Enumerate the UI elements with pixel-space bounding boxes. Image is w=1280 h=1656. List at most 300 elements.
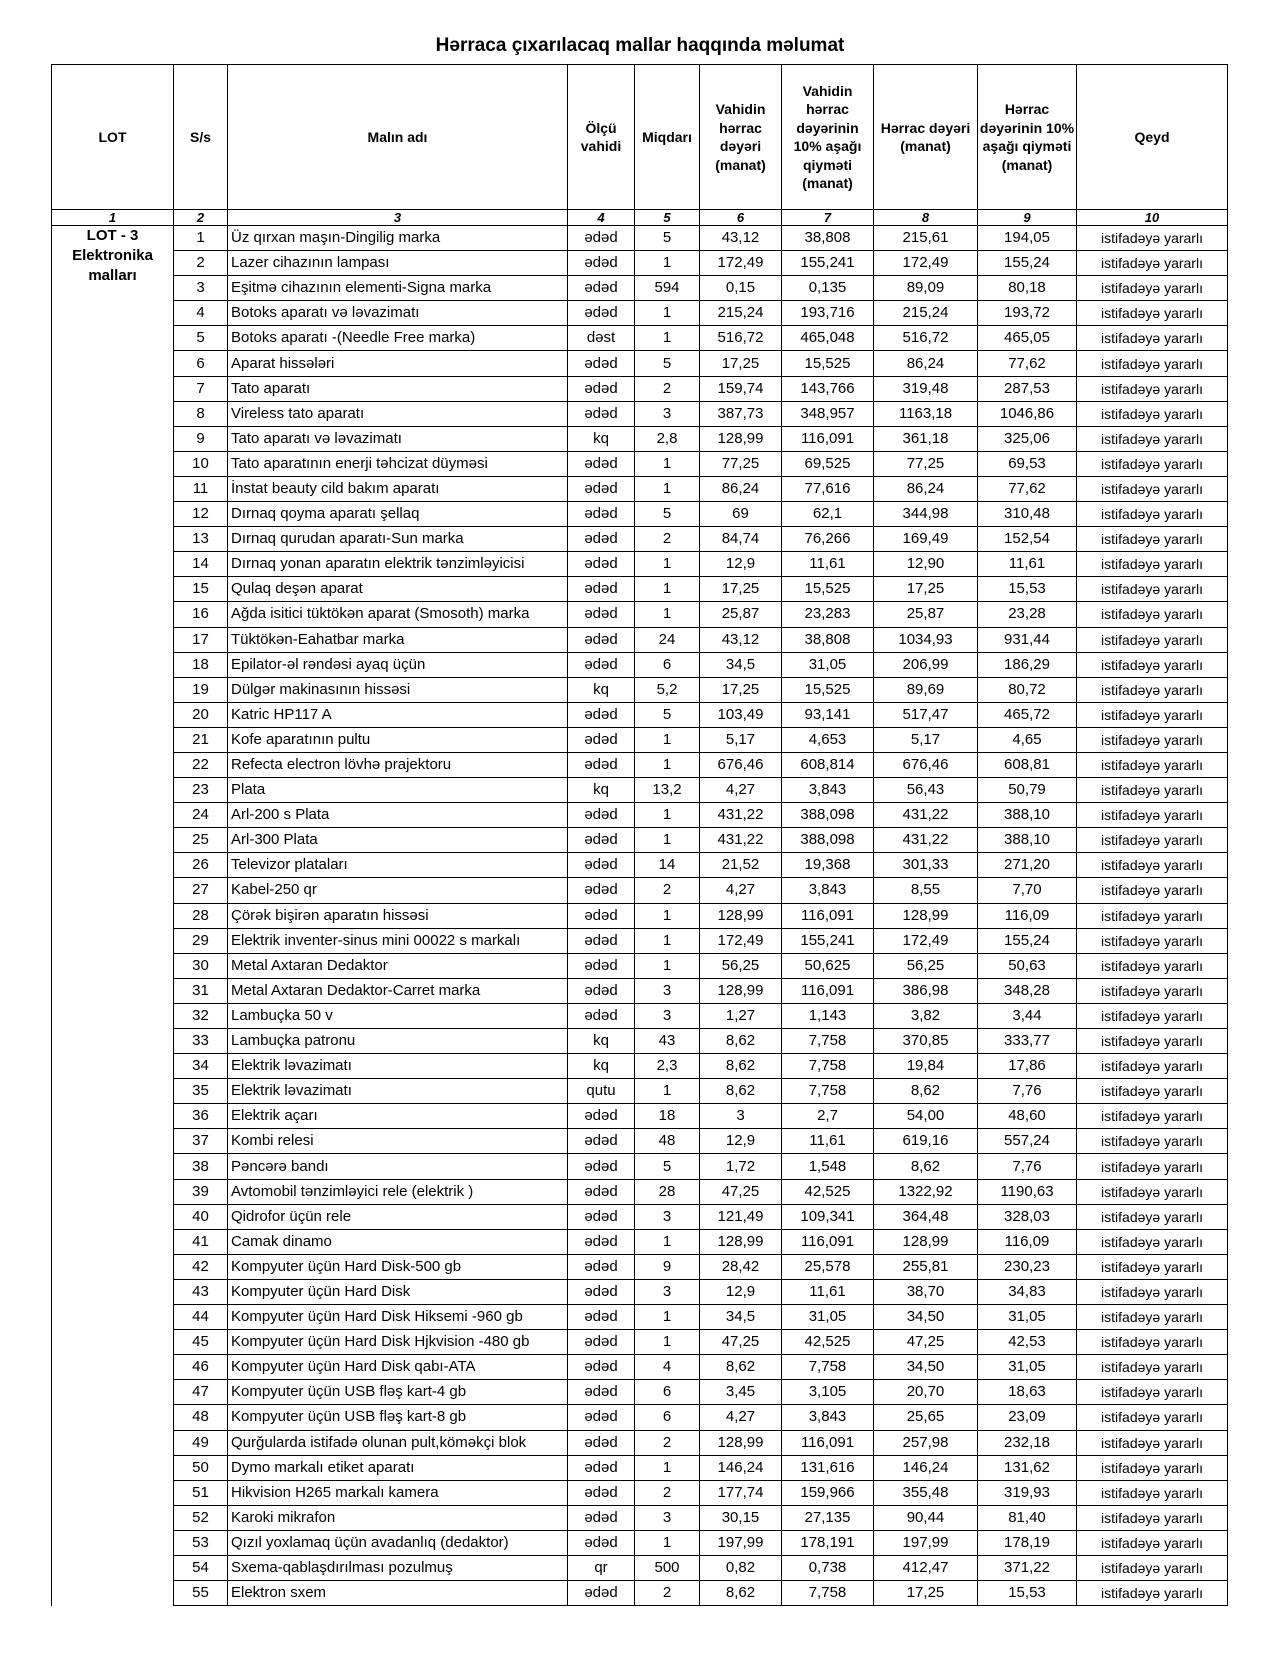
unit-price-cell: 30,15 <box>700 1505 782 1530</box>
note-cell: istifadəyə yararlı <box>1077 1204 1228 1229</box>
quantity-cell: 5 <box>635 502 700 527</box>
table-row <box>52 1480 1228 1505</box>
auction-value-cell: 86,24 <box>874 476 978 501</box>
unit-cell: kq <box>568 1054 635 1079</box>
serial-cell: 43 <box>174 1279 228 1304</box>
quantity-cell: 2 <box>635 376 700 401</box>
unit-price-10-lower-cell: 7,758 <box>782 1581 874 1606</box>
item-name-cell: Qidrofor üçün rele <box>228 1204 568 1229</box>
auction-value-10-lower-cell: 194,05 <box>978 226 1077 251</box>
column-number: 6 <box>700 210 782 226</box>
item-name-cell: Ağda isitici tüktökən aparat (Smosoth) marka <box>228 602 568 627</box>
auction-value-10-lower-cell: 186,29 <box>978 652 1077 677</box>
unit-cell: ədəd <box>568 1581 635 1606</box>
note-cell: istifadəyə yararlı <box>1077 1430 1228 1455</box>
quantity-cell: 500 <box>635 1555 700 1580</box>
table-row <box>52 451 1228 476</box>
quantity-cell: 6 <box>635 1380 700 1405</box>
unit-cell: kq <box>568 778 635 803</box>
auction-value-cell: 12,90 <box>874 552 978 577</box>
serial-cell: 1 <box>174 226 228 251</box>
serial-cell: 32 <box>174 1003 228 1028</box>
serial-cell: 5 <box>174 326 228 351</box>
unit-price-10-lower-cell: 19,368 <box>782 853 874 878</box>
unit-price-cell: 215,24 <box>700 301 782 326</box>
auction-value-cell: 431,22 <box>874 828 978 853</box>
unit-cell: ədəd <box>568 1154 635 1179</box>
quantity-cell: 1 <box>635 1079 700 1104</box>
unit-cell: ədəd <box>568 1405 635 1430</box>
table-row <box>52 351 1228 376</box>
unit-price-10-lower-cell: 76,266 <box>782 527 874 552</box>
column-number: 5 <box>635 210 700 226</box>
auction-value-cell: 257,98 <box>874 1430 978 1455</box>
unit-price-10-lower-cell: 348,957 <box>782 401 874 426</box>
note-cell: istifadəyə yararlı <box>1077 476 1228 501</box>
table-row <box>52 978 1228 1003</box>
item-name-cell: Kompyuter üçün USB fləş kart-4 gb <box>228 1380 568 1405</box>
auction-value-10-lower-cell: 34,83 <box>978 1279 1077 1304</box>
unit-cell: ədəd <box>568 1480 635 1505</box>
item-name-cell: Kompyuter üçün Hard Disk <box>228 1279 568 1304</box>
auction-value-cell: 20,70 <box>874 1380 978 1405</box>
quantity-cell: 1 <box>635 828 700 853</box>
item-name-cell: Pəncərə bandı <box>228 1154 568 1179</box>
auction-value-cell: 364,48 <box>874 1204 978 1229</box>
table-row <box>52 1029 1228 1054</box>
quantity-cell: 5 <box>635 226 700 251</box>
header-quantity: Miqdarı <box>635 65 700 210</box>
auction-value-cell: 319,48 <box>874 376 978 401</box>
serial-cell: 2 <box>174 251 228 276</box>
auction-value-cell: 361,18 <box>874 426 978 451</box>
unit-price-cell: 431,22 <box>700 828 782 853</box>
auction-value-cell: 146,24 <box>874 1455 978 1480</box>
serial-cell: 27 <box>174 878 228 903</box>
header-unit-price-10-lower: Vahidin hərrac dəyərinin 10% aşağı qiyməti (manat) <box>782 65 874 210</box>
unit-price-cell: 3,45 <box>700 1380 782 1405</box>
table-row <box>52 1154 1228 1179</box>
serial-cell: 3 <box>174 276 228 301</box>
unit-cell: ədəd <box>568 953 635 978</box>
serial-cell: 46 <box>174 1355 228 1380</box>
item-name-cell: Elektrik ləvazimatı <box>228 1079 568 1104</box>
unit-price-10-lower-cell: 7,758 <box>782 1079 874 1104</box>
note-cell: istifadəyə yararlı <box>1077 1003 1228 1028</box>
serial-cell: 13 <box>174 527 228 552</box>
item-name-cell: Elektrik açarı <box>228 1104 568 1129</box>
header-note: Qeyd <box>1077 65 1228 210</box>
auction-value-cell: 370,85 <box>874 1029 978 1054</box>
auction-value-cell: 77,25 <box>874 451 978 476</box>
serial-cell: 17 <box>174 627 228 652</box>
unit-price-10-lower-cell: 116,091 <box>782 426 874 451</box>
item-name-cell: Tato aparatı <box>228 376 568 401</box>
unit-cell: ədəd <box>568 1104 635 1129</box>
header-auction-value: Hərrac dəyəri (manat) <box>874 65 978 210</box>
quantity-cell: 4 <box>635 1355 700 1380</box>
auction-value-cell: 19,84 <box>874 1054 978 1079</box>
serial-cell: 40 <box>174 1204 228 1229</box>
unit-price-10-lower-cell: 3,843 <box>782 1405 874 1430</box>
auction-value-10-lower-cell: 69,53 <box>978 451 1077 476</box>
auction-value-cell: 8,55 <box>874 878 978 903</box>
unit-price-10-lower-cell: 116,091 <box>782 903 874 928</box>
note-cell: istifadəyə yararlı <box>1077 1555 1228 1580</box>
auction-value-cell: 56,43 <box>874 778 978 803</box>
unit-price-10-lower-cell: 31,05 <box>782 652 874 677</box>
note-cell: istifadəyə yararlı <box>1077 853 1228 878</box>
auction-value-10-lower-cell: 232,18 <box>978 1430 1077 1455</box>
unit-price-10-lower-cell: 388,098 <box>782 803 874 828</box>
unit-price-cell: 128,99 <box>700 426 782 451</box>
item-name-cell: Arl-200 s Plata <box>228 803 568 828</box>
unit-price-cell: 86,24 <box>700 476 782 501</box>
item-name-cell: Kofe aparatının pultu <box>228 727 568 752</box>
unit-price-10-lower-cell: 131,616 <box>782 1455 874 1480</box>
note-cell: istifadəyə yararlı <box>1077 451 1228 476</box>
serial-cell: 45 <box>174 1330 228 1355</box>
note-cell: istifadəyə yararlı <box>1077 401 1228 426</box>
note-cell: istifadəyə yararlı <box>1077 1380 1228 1405</box>
table-row <box>52 552 1228 577</box>
note-cell: istifadəyə yararlı <box>1077 928 1228 953</box>
auction-value-cell: 3,82 <box>874 1003 978 1028</box>
note-cell: istifadəyə yararlı <box>1077 1029 1228 1054</box>
serial-cell: 37 <box>174 1129 228 1154</box>
note-cell: istifadəyə yararlı <box>1077 677 1228 702</box>
auction-value-cell: 172,49 <box>874 251 978 276</box>
auction-value-cell: 5,17 <box>874 727 978 752</box>
unit-price-cell: 431,22 <box>700 803 782 828</box>
quantity-cell: 13,2 <box>635 778 700 803</box>
note-cell: istifadəyə yararlı <box>1077 727 1228 752</box>
table-row <box>52 1505 1228 1530</box>
unit-price-10-lower-cell: 608,814 <box>782 752 874 777</box>
unit-price-10-lower-cell: 69,525 <box>782 451 874 476</box>
note-cell: istifadəyə yararlı <box>1077 752 1228 777</box>
column-number-row <box>52 210 1228 226</box>
auction-value-10-lower-cell: 310,48 <box>978 502 1077 527</box>
auction-value-cell: 38,70 <box>874 1279 978 1304</box>
auction-value-cell: 8,62 <box>874 1079 978 1104</box>
table-row <box>52 1079 1228 1104</box>
goods-table <box>51 64 1228 1606</box>
serial-cell: 34 <box>174 1054 228 1079</box>
item-name-cell: Dırnaq qurudan aparatı-Sun marka <box>228 527 568 552</box>
unit-price-10-lower-cell: 50,625 <box>782 953 874 978</box>
table-row <box>52 301 1228 326</box>
auction-value-cell: 215,24 <box>874 301 978 326</box>
unit-cell: ədəd <box>568 301 635 326</box>
quantity-cell: 5,2 <box>635 677 700 702</box>
item-name-cell: Metal Axtaran Dedaktor-Carret marka <box>228 978 568 1003</box>
auction-value-10-lower-cell: 11,61 <box>978 552 1077 577</box>
table-row <box>52 1279 1228 1304</box>
unit-price-cell: 43,12 <box>700 627 782 652</box>
note-cell: istifadəyə yararlı <box>1077 1581 1228 1606</box>
unit-price-cell: 8,62 <box>700 1029 782 1054</box>
unit-cell: ədəd <box>568 1455 635 1480</box>
item-name-cell: Tato aparatının enerji təhcizat düyməsi <box>228 451 568 476</box>
unit-price-cell: 5,17 <box>700 727 782 752</box>
unit-cell: ədəd <box>568 1179 635 1204</box>
unit-price-10-lower-cell: 11,61 <box>782 1129 874 1154</box>
table-row <box>52 752 1228 777</box>
auction-value-10-lower-cell: 3,44 <box>978 1003 1077 1028</box>
unit-price-cell: 8,62 <box>700 1054 782 1079</box>
auction-value-10-lower-cell: 116,09 <box>978 903 1077 928</box>
unit-price-cell: 172,49 <box>700 251 782 276</box>
quantity-cell: 24 <box>635 627 700 652</box>
item-name-cell: Kompyuter üçün Hard Disk-500 gb <box>228 1254 568 1279</box>
auction-value-10-lower-cell: 348,28 <box>978 978 1077 1003</box>
unit-price-cell: 128,99 <box>700 978 782 1003</box>
table-row <box>52 502 1228 527</box>
unit-cell: ədəd <box>568 1505 635 1530</box>
quantity-cell: 3 <box>635 978 700 1003</box>
unit-price-10-lower-cell: 11,61 <box>782 1279 874 1304</box>
note-cell: istifadəyə yararlı <box>1077 978 1228 1003</box>
header-serial: S/s <box>174 65 228 210</box>
table-row <box>52 1104 1228 1129</box>
header-unit: Ölçü vahidi <box>568 65 635 210</box>
table-row <box>52 677 1228 702</box>
auction-value-10-lower-cell: 7,76 <box>978 1079 1077 1104</box>
item-name-cell: Epilator-əl rəndəsi ayaq üçün <box>228 652 568 677</box>
item-name-cell: Elektrik ləvazimatı <box>228 1054 568 1079</box>
quantity-cell: 1 <box>635 1229 700 1254</box>
auction-value-10-lower-cell: 333,77 <box>978 1029 1077 1054</box>
auction-value-cell: 215,61 <box>874 226 978 251</box>
auction-value-cell: 56,25 <box>874 953 978 978</box>
item-name-cell: Dırnaq qoyma aparatı şellaq <box>228 502 568 527</box>
unit-cell: ədəd <box>568 552 635 577</box>
unit-price-10-lower-cell: 15,525 <box>782 577 874 602</box>
quantity-cell: 3 <box>635 1003 700 1028</box>
serial-cell: 7 <box>174 376 228 401</box>
auction-value-10-lower-cell: 557,24 <box>978 1129 1077 1154</box>
unit-cell: ədəd <box>568 602 635 627</box>
unit-price-cell: 121,49 <box>700 1204 782 1229</box>
unit-price-10-lower-cell: 116,091 <box>782 978 874 1003</box>
auction-value-cell: 344,98 <box>874 502 978 527</box>
auction-value-10-lower-cell: 77,62 <box>978 351 1077 376</box>
auction-value-10-lower-cell: 31,05 <box>978 1355 1077 1380</box>
auction-value-10-lower-cell: 80,18 <box>978 276 1077 301</box>
auction-value-cell: 89,69 <box>874 677 978 702</box>
unit-price-10-lower-cell: 116,091 <box>782 1430 874 1455</box>
unit-cell: ədəd <box>568 451 635 476</box>
table-row <box>52 1405 1228 1430</box>
item-name-cell: Camak dinamo <box>228 1229 568 1254</box>
header-name: Malın adı <box>228 65 568 210</box>
quantity-cell: 18 <box>635 1104 700 1129</box>
note-cell: istifadəyə yararlı <box>1077 1229 1228 1254</box>
table-row <box>52 1305 1228 1330</box>
unit-price-cell: 4,27 <box>700 778 782 803</box>
unit-price-cell: 17,25 <box>700 351 782 376</box>
serial-cell: 33 <box>174 1029 228 1054</box>
unit-price-cell: 4,27 <box>700 1405 782 1430</box>
note-cell: istifadəyə yararlı <box>1077 903 1228 928</box>
item-name-cell: Kompyuter üçün Hard Disk Hjkvision -480 gb <box>228 1330 568 1355</box>
quantity-cell: 3 <box>635 1505 700 1530</box>
auction-value-cell: 355,48 <box>874 1480 978 1505</box>
unit-cell: kq <box>568 1029 635 1054</box>
unit-price-cell: 12,9 <box>700 1129 782 1154</box>
auction-value-10-lower-cell: 23,28 <box>978 602 1077 627</box>
document-title: Hərraca çıxarılacaq mallar haqqında məlumat <box>435 35 845 56</box>
quantity-cell: 48 <box>635 1129 700 1154</box>
unit-price-10-lower-cell: 93,141 <box>782 702 874 727</box>
auction-value-cell: 25,87 <box>874 602 978 627</box>
unit-price-10-lower-cell: 15,525 <box>782 351 874 376</box>
table-row <box>52 727 1228 752</box>
serial-cell: 38 <box>174 1154 228 1179</box>
auction-value-cell: 619,16 <box>874 1129 978 1154</box>
item-name-cell: Dülgər makinasının hissəsi <box>228 677 568 702</box>
serial-cell: 52 <box>174 1505 228 1530</box>
unit-price-cell: 128,99 <box>700 1229 782 1254</box>
table-row <box>52 1581 1228 1606</box>
note-cell: istifadəyə yararlı <box>1077 1279 1228 1304</box>
serial-cell: 51 <box>174 1480 228 1505</box>
serial-cell: 36 <box>174 1104 228 1129</box>
unit-cell: kq <box>568 426 635 451</box>
quantity-cell: 5 <box>635 351 700 376</box>
serial-cell: 53 <box>174 1530 228 1555</box>
table-row <box>52 276 1228 301</box>
note-cell: istifadəyə yararlı <box>1077 527 1228 552</box>
item-name-cell: Elektrik inventer-sinus mini 00022 s markalı <box>228 928 568 953</box>
table-row <box>52 1355 1228 1380</box>
item-name-cell: Tüktökən-Eahatbar marka <box>228 627 568 652</box>
quantity-cell: 28 <box>635 1179 700 1204</box>
quantity-cell: 14 <box>635 853 700 878</box>
unit-cell: ədəd <box>568 351 635 376</box>
auction-value-10-lower-cell: 4,65 <box>978 727 1077 752</box>
unit-price-cell: 128,99 <box>700 1430 782 1455</box>
table-row <box>52 251 1228 276</box>
item-name-cell: Kompyuter üçün Hard Disk Hiksemi -960 gb <box>228 1305 568 1330</box>
header-lot: LOT <box>52 65 174 210</box>
quantity-cell: 3 <box>635 1279 700 1304</box>
item-name-cell: Hikvision H265 markalı kamera <box>228 1480 568 1505</box>
table-row <box>52 702 1228 727</box>
table-row <box>52 1179 1228 1204</box>
note-cell: istifadəyə yararlı <box>1077 878 1228 903</box>
unit-price-10-lower-cell: 388,098 <box>782 828 874 853</box>
unit-price-cell: 516,72 <box>700 326 782 351</box>
note-cell: istifadəyə yararlı <box>1077 953 1228 978</box>
serial-cell: 20 <box>174 702 228 727</box>
unit-price-10-lower-cell: 178,191 <box>782 1530 874 1555</box>
unit-price-cell: 8,62 <box>700 1581 782 1606</box>
auction-value-cell: 90,44 <box>874 1505 978 1530</box>
unit-price-cell: 103,49 <box>700 702 782 727</box>
unit-cell: ədəd <box>568 878 635 903</box>
auction-value-10-lower-cell: 1190,63 <box>978 1179 1077 1204</box>
auction-value-10-lower-cell: 155,24 <box>978 251 1077 276</box>
unit-price-10-lower-cell: 1,143 <box>782 1003 874 1028</box>
quantity-cell: 1 <box>635 727 700 752</box>
unit-price-cell: 172,49 <box>700 928 782 953</box>
item-name-cell: Vireless tato aparatı <box>228 401 568 426</box>
note-cell: istifadəyə yararlı <box>1077 1054 1228 1079</box>
unit-price-cell: 1,72 <box>700 1154 782 1179</box>
note-cell: istifadəyə yararlı <box>1077 1154 1228 1179</box>
auction-value-cell: 86,24 <box>874 351 978 376</box>
unit-price-cell: 28,42 <box>700 1254 782 1279</box>
auction-value-10-lower-cell: 388,10 <box>978 828 1077 853</box>
unit-cell: ədəd <box>568 828 635 853</box>
table-row <box>52 953 1228 978</box>
auction-value-10-lower-cell: 271,20 <box>978 853 1077 878</box>
auction-value-10-lower-cell: 178,19 <box>978 1530 1077 1555</box>
item-name-cell: Üz qırxan maşın-Dingilig marka <box>228 226 568 251</box>
item-name-cell: Botoks aparatı -(Needle Free marka) <box>228 326 568 351</box>
note-cell: istifadəyə yararlı <box>1077 351 1228 376</box>
unit-cell: ədəd <box>568 627 635 652</box>
unit-cell: ədəd <box>568 276 635 301</box>
unit-price-cell: 146,24 <box>700 1455 782 1480</box>
unit-cell: ədəd <box>568 803 635 828</box>
unit-price-cell: 177,74 <box>700 1480 782 1505</box>
unit-cell: ədəd <box>568 1279 635 1304</box>
unit-price-10-lower-cell: 2,7 <box>782 1104 874 1129</box>
table-row <box>52 1530 1228 1555</box>
item-name-cell: Metal Axtaran Dedaktor <box>228 953 568 978</box>
table-row <box>52 602 1228 627</box>
item-name-cell: Qızıl yoxlamaq üçün avadanlıq (dedaktor) <box>228 1530 568 1555</box>
quantity-cell: 594 <box>635 276 700 301</box>
unit-cell: ədəd <box>568 727 635 752</box>
unit-cell: ədəd <box>568 702 635 727</box>
quantity-cell: 3 <box>635 401 700 426</box>
auction-value-cell: 676,46 <box>874 752 978 777</box>
auction-value-10-lower-cell: 155,24 <box>978 928 1077 953</box>
auction-value-10-lower-cell: 80,72 <box>978 677 1077 702</box>
note-cell: istifadəyə yararlı <box>1077 803 1228 828</box>
unit-cell: ədəd <box>568 251 635 276</box>
unit-cell: ədəd <box>568 1305 635 1330</box>
auction-value-10-lower-cell: 465,72 <box>978 702 1077 727</box>
item-name-cell: Elektron sxem <box>228 1581 568 1606</box>
auction-value-10-lower-cell: 608,81 <box>978 752 1077 777</box>
quantity-cell: 2 <box>635 878 700 903</box>
item-name-cell: Kombi relesi <box>228 1129 568 1154</box>
auction-value-10-lower-cell: 50,79 <box>978 778 1077 803</box>
quantity-cell: 1 <box>635 602 700 627</box>
unit-price-cell: 0,15 <box>700 276 782 301</box>
table-body <box>52 226 1228 1606</box>
table-row <box>52 778 1228 803</box>
column-number: 3 <box>228 210 568 226</box>
unit-price-cell: 25,87 <box>700 602 782 627</box>
unit-price-cell: 12,9 <box>700 552 782 577</box>
table-row <box>52 376 1228 401</box>
item-name-cell: Dymo markalı etiket aparatı <box>228 1455 568 1480</box>
unit-price-10-lower-cell: 25,578 <box>782 1254 874 1279</box>
auction-value-cell: 386,98 <box>874 978 978 1003</box>
unit-price-cell: 34,5 <box>700 652 782 677</box>
unit-cell: ədəd <box>568 401 635 426</box>
auction-value-cell: 128,99 <box>874 1229 978 1254</box>
serial-cell: 31 <box>174 978 228 1003</box>
quantity-cell: 3 <box>635 1204 700 1229</box>
serial-cell: 29 <box>174 928 228 953</box>
